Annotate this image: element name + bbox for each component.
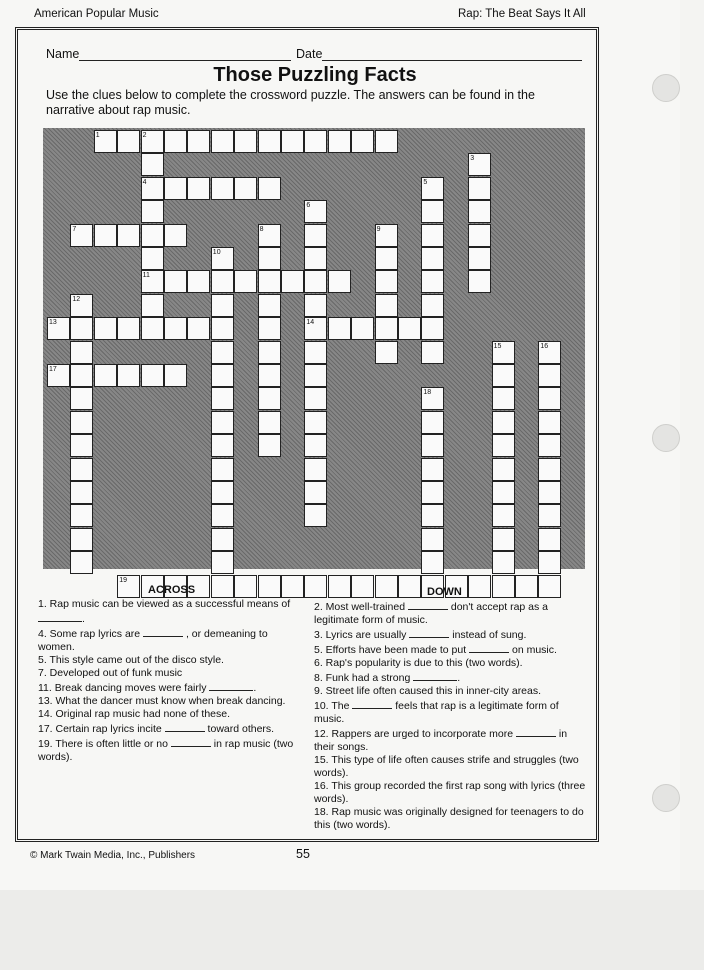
crossword-cell[interactable] bbox=[421, 317, 444, 340]
crossword-cell[interactable] bbox=[398, 317, 421, 340]
clue-number: 11 bbox=[142, 272, 150, 280]
crossword-cell[interactable] bbox=[421, 528, 444, 551]
crossword-cell[interactable] bbox=[375, 130, 398, 153]
crossword-cell[interactable] bbox=[468, 270, 491, 293]
crossword-cell[interactable] bbox=[538, 575, 561, 598]
crossword-cell[interactable] bbox=[70, 434, 93, 457]
crossword-cell[interactable] bbox=[304, 270, 327, 293]
clue-number: 19 bbox=[119, 576, 127, 584]
clue-number: 1 bbox=[95, 132, 100, 139]
down-clue: 16. This group recorded the first rap song with lyrics (three words). bbox=[314, 780, 586, 805]
crossword-cell[interactable] bbox=[70, 551, 93, 574]
crossword-cell[interactable] bbox=[187, 130, 210, 153]
crossword-cell[interactable] bbox=[164, 270, 187, 293]
crossword-cell[interactable] bbox=[421, 458, 444, 481]
copyright: © Mark Twain Media, Inc., Publishers bbox=[30, 850, 196, 861]
answer-blank bbox=[38, 611, 82, 622]
across-clue: 14. Original rap music had none of these. bbox=[38, 708, 231, 720]
down-clue: 9. Street life often caused this in inner-city areas. bbox=[314, 685, 542, 697]
down-clue: 18. Rap music was originally designed for teenagers to do this (two words). bbox=[314, 806, 584, 831]
crossword-cell[interactable] bbox=[94, 317, 117, 340]
clue-number: 13 bbox=[49, 319, 57, 327]
crossword-cell[interactable] bbox=[304, 387, 327, 410]
down-heading: DOWN bbox=[427, 586, 462, 598]
crossword-cell[interactable] bbox=[141, 153, 164, 176]
across-clue: 1. Rap music can be viewed as a successful means of . bbox=[38, 598, 291, 625]
crossword-cell[interactable] bbox=[375, 270, 398, 293]
crossword-cell[interactable] bbox=[538, 411, 561, 434]
crossword-cell[interactable] bbox=[421, 224, 444, 247]
answer-blank bbox=[143, 626, 183, 637]
across-clue-list bbox=[38, 598, 302, 764]
crossword-cell[interactable] bbox=[304, 224, 327, 247]
crossword-cell[interactable] bbox=[211, 341, 234, 364]
crossword-cell[interactable] bbox=[421, 504, 444, 527]
crossword-cell[interactable] bbox=[70, 481, 93, 504]
across-heading: ACROSS bbox=[148, 584, 196, 596]
crossword-cell[interactable] bbox=[70, 317, 93, 340]
name-field[interactable] bbox=[46, 47, 291, 61]
page-title: Those Puzzling Facts bbox=[213, 64, 417, 86]
crossword-cell[interactable] bbox=[304, 341, 327, 364]
crossword-cell[interactable] bbox=[492, 528, 515, 551]
clue-number: 18 bbox=[423, 389, 432, 397]
crossword-cell[interactable] bbox=[117, 224, 140, 247]
crossword-cell[interactable] bbox=[492, 387, 515, 410]
date-field[interactable] bbox=[296, 47, 582, 61]
crossword-cell[interactable] bbox=[211, 177, 234, 200]
crossword-cell[interactable] bbox=[375, 317, 398, 340]
crossword-cell[interactable] bbox=[211, 130, 234, 153]
crossword-cell[interactable] bbox=[258, 411, 281, 434]
binder-hole bbox=[652, 784, 680, 812]
crossword-cell[interactable] bbox=[258, 387, 281, 410]
crossword-cell[interactable] bbox=[94, 224, 117, 247]
crossword-cell[interactable] bbox=[421, 341, 444, 364]
crossword-cell[interactable] bbox=[304, 434, 327, 457]
crossword-cell[interactable] bbox=[258, 364, 281, 387]
crossword-grid bbox=[43, 128, 585, 584]
clue-number: 9 bbox=[376, 225, 381, 233]
down-clue: 8. Funk had a strong . bbox=[314, 672, 461, 684]
crossword-cell[interactable] bbox=[211, 504, 234, 527]
crossword-cell[interactable] bbox=[328, 317, 351, 340]
crossword-cell[interactable] bbox=[304, 364, 327, 387]
down-clue: 15. This type of life often causes strife and struggles (two words). bbox=[314, 754, 579, 779]
crossword-cell[interactable] bbox=[492, 434, 515, 457]
crossword-cell[interactable] bbox=[141, 247, 164, 270]
crossword-cell[interactable] bbox=[538, 364, 561, 387]
crossword-cell[interactable] bbox=[211, 575, 234, 598]
crossword-cell[interactable] bbox=[258, 434, 281, 457]
across-clue: 17. Certain rap lyrics incite toward others. bbox=[38, 723, 275, 735]
crossword-cell[interactable] bbox=[421, 481, 444, 504]
crossword-cell[interactable] bbox=[258, 130, 281, 153]
crossword-cell[interactable] bbox=[164, 130, 187, 153]
crossword-cell[interactable] bbox=[258, 575, 281, 598]
crossword-cell[interactable] bbox=[164, 317, 187, 340]
page-number: 55 bbox=[296, 847, 310, 861]
crossword-cell[interactable] bbox=[141, 200, 164, 223]
crossword-cell[interactable] bbox=[468, 575, 491, 598]
crossword-cell[interactable] bbox=[398, 575, 421, 598]
crossword-cell[interactable] bbox=[375, 294, 398, 317]
scan-margin bbox=[0, 890, 704, 970]
crossword-cell[interactable] bbox=[492, 458, 515, 481]
across-clue: 4. Some rap lyrics are , or demeaning to women. bbox=[38, 628, 268, 653]
crossword-cell[interactable] bbox=[492, 504, 515, 527]
crossword-cell[interactable] bbox=[234, 575, 257, 598]
crossword-cell[interactable] bbox=[258, 294, 281, 317]
crossword-cell[interactable] bbox=[164, 177, 187, 200]
crossword-cell[interactable] bbox=[351, 317, 374, 340]
clue-number: 14 bbox=[306, 319, 315, 327]
down-clue: 10. The feels that rap is a legitimate form of music. bbox=[314, 700, 559, 725]
crossword-cell[interactable] bbox=[281, 575, 304, 598]
across-clue: 13. What the dancer must know when break dancing. bbox=[38, 695, 286, 707]
crossword-cell[interactable] bbox=[421, 551, 444, 574]
crossword-cell[interactable] bbox=[141, 364, 164, 387]
date-label: Date bbox=[296, 47, 323, 61]
crossword-cell[interactable] bbox=[234, 177, 257, 200]
crossword-cell[interactable] bbox=[375, 341, 398, 364]
answer-blank bbox=[408, 599, 448, 610]
clue-number: 2 bbox=[142, 132, 147, 139]
answer-blank bbox=[516, 726, 556, 737]
crossword-cell[interactable] bbox=[538, 504, 561, 527]
crossword-cell[interactable] bbox=[304, 411, 327, 434]
crossword-cell[interactable] bbox=[304, 504, 327, 527]
crossword-cell[interactable] bbox=[468, 200, 491, 223]
answer-blank bbox=[469, 642, 509, 653]
crossword-cell[interactable] bbox=[468, 177, 491, 200]
crossword-cell[interactable] bbox=[70, 528, 93, 551]
crossword-cell[interactable] bbox=[211, 364, 234, 387]
crossword-cell[interactable] bbox=[421, 200, 444, 223]
across-clue: 7. Developed out of funk music bbox=[38, 667, 183, 679]
crossword-cell[interactable] bbox=[211, 458, 234, 481]
crossword-cell[interactable] bbox=[538, 434, 561, 457]
crossword-cell[interactable] bbox=[234, 130, 257, 153]
down-clue-list bbox=[314, 599, 586, 832]
crossword-cell[interactable] bbox=[211, 270, 234, 293]
crossword-cell[interactable] bbox=[117, 364, 140, 387]
down-clue: 12. Rappers are urged to incorporate more in their songs. bbox=[314, 728, 568, 753]
crossword-cell[interactable] bbox=[304, 130, 327, 153]
instructions: Use the clues below to complete the crossword puzzle. The answers can be found in the narrative about rap music. bbox=[46, 88, 535, 117]
crossword-cell[interactable] bbox=[164, 224, 187, 247]
crossword-cell[interactable] bbox=[70, 387, 93, 410]
crossword-cell[interactable] bbox=[492, 411, 515, 434]
crossword-cell[interactable] bbox=[468, 247, 491, 270]
book-title: American Popular Music bbox=[34, 8, 159, 20]
clue-number: 3 bbox=[470, 155, 475, 163]
crossword-cell[interactable] bbox=[281, 130, 304, 153]
crossword-cell[interactable] bbox=[141, 224, 164, 247]
crossword-cell[interactable] bbox=[375, 575, 398, 598]
crossword-cell[interactable] bbox=[187, 177, 210, 200]
clue-number: 6 bbox=[306, 202, 311, 210]
answer-blank bbox=[165, 721, 205, 732]
crossword-cell[interactable] bbox=[492, 364, 515, 387]
crossword-cell[interactable] bbox=[538, 458, 561, 481]
down-clue: 2. Most well-trained don't accept rap as a legitimate form of music. bbox=[314, 601, 549, 626]
answer-blank bbox=[352, 698, 392, 709]
binder-hole bbox=[652, 74, 680, 102]
crossword-cell[interactable] bbox=[258, 177, 281, 200]
crossword-cell[interactable] bbox=[141, 317, 164, 340]
across-clue: 5. This style came out of the disco style. bbox=[38, 654, 224, 666]
crossword-cell[interactable] bbox=[538, 387, 561, 410]
crossword-cell[interactable] bbox=[351, 575, 374, 598]
crossword-cell[interactable] bbox=[281, 270, 304, 293]
crossword-cell[interactable] bbox=[421, 247, 444, 270]
crossword-cell[interactable] bbox=[421, 434, 444, 457]
crossword-cell[interactable] bbox=[211, 317, 234, 340]
crossword-cell[interactable] bbox=[211, 528, 234, 551]
clue-number: 7 bbox=[72, 225, 77, 233]
clue-number: 12 bbox=[72, 295, 81, 303]
crossword-cell[interactable] bbox=[304, 247, 327, 270]
crossword-cell[interactable] bbox=[375, 247, 398, 270]
crossword-cell[interactable] bbox=[70, 364, 93, 387]
crossword-cell[interactable] bbox=[211, 294, 234, 317]
clue-number: 4 bbox=[142, 178, 147, 186]
crossword-cell[interactable] bbox=[70, 341, 93, 364]
binder-hole bbox=[652, 424, 680, 452]
chapter-title: Rap: The Beat Says It All bbox=[458, 8, 586, 20]
clue-number: 10 bbox=[212, 249, 221, 256]
clue-number: 5 bbox=[423, 178, 428, 186]
name-label: Name bbox=[46, 47, 80, 61]
crossword-cell[interactable] bbox=[538, 481, 561, 504]
crossword-cell[interactable] bbox=[304, 294, 327, 317]
clue-number: 15 bbox=[493, 342, 502, 350]
crossword-cell[interactable] bbox=[70, 504, 93, 527]
crossword-cell[interactable] bbox=[117, 130, 140, 153]
crossword-cell[interactable] bbox=[538, 528, 561, 551]
crossword-cell[interactable] bbox=[492, 551, 515, 574]
crossword-cell[interactable] bbox=[211, 411, 234, 434]
answer-blank bbox=[413, 670, 457, 681]
clue-number: 16 bbox=[540, 342, 549, 350]
crossword-cell[interactable] bbox=[304, 481, 327, 504]
crossword-cell[interactable] bbox=[117, 317, 140, 340]
crossword-cell[interactable] bbox=[141, 294, 164, 317]
crossword-cell[interactable] bbox=[211, 551, 234, 574]
crossword-cell[interactable] bbox=[421, 294, 444, 317]
crossword-cell[interactable] bbox=[304, 458, 327, 481]
crossword-cell[interactable] bbox=[211, 434, 234, 457]
crossword-cell[interactable] bbox=[421, 411, 444, 434]
crossword-cell[interactable] bbox=[211, 481, 234, 504]
across-clue: 11. Break dancing moves were fairly . bbox=[38, 682, 257, 694]
crossword-cell[interactable] bbox=[258, 270, 281, 293]
crossword-cell[interactable] bbox=[234, 270, 257, 293]
crossword-cell[interactable] bbox=[258, 247, 281, 270]
answer-blank bbox=[171, 736, 211, 747]
crossword-cell[interactable] bbox=[258, 341, 281, 364]
crossword-cell[interactable] bbox=[538, 551, 561, 574]
down-clue: 3. Lyrics are usually instead of sung. bbox=[314, 629, 527, 641]
crossword-cell[interactable] bbox=[351, 130, 374, 153]
down-clue: 5. Efforts have been made to put on music. bbox=[314, 644, 557, 656]
down-clue: 6. Rap's popularity is due to this (two words). bbox=[314, 657, 523, 669]
crossword-cell[interactable] bbox=[258, 317, 281, 340]
across-clue: 19. There is often little or no in rap music (two words). bbox=[38, 738, 294, 763]
crossword-cell[interactable] bbox=[328, 575, 351, 598]
crossword-cell[interactable] bbox=[187, 270, 210, 293]
crossword-cell[interactable] bbox=[328, 270, 351, 293]
crossword-cell[interactable] bbox=[421, 270, 444, 293]
crossword-cell[interactable] bbox=[304, 575, 327, 598]
crossword-cell[interactable] bbox=[515, 575, 538, 598]
crossword-cell[interactable] bbox=[492, 481, 515, 504]
crossword-cell[interactable] bbox=[94, 364, 117, 387]
crossword-cell[interactable] bbox=[70, 411, 93, 434]
answer-blank bbox=[409, 627, 449, 638]
crossword-cell[interactable] bbox=[328, 130, 351, 153]
crossword-cell[interactable] bbox=[164, 364, 187, 387]
clue-number: 17 bbox=[49, 366, 57, 373]
crossword-cell[interactable] bbox=[187, 317, 210, 340]
crossword-cell[interactable] bbox=[468, 224, 491, 247]
crossword-cell[interactable] bbox=[492, 575, 515, 598]
crossword-cell[interactable] bbox=[70, 458, 93, 481]
answer-blank bbox=[209, 680, 253, 691]
crossword-cell[interactable] bbox=[211, 387, 234, 410]
clue-number: 8 bbox=[259, 225, 264, 233]
